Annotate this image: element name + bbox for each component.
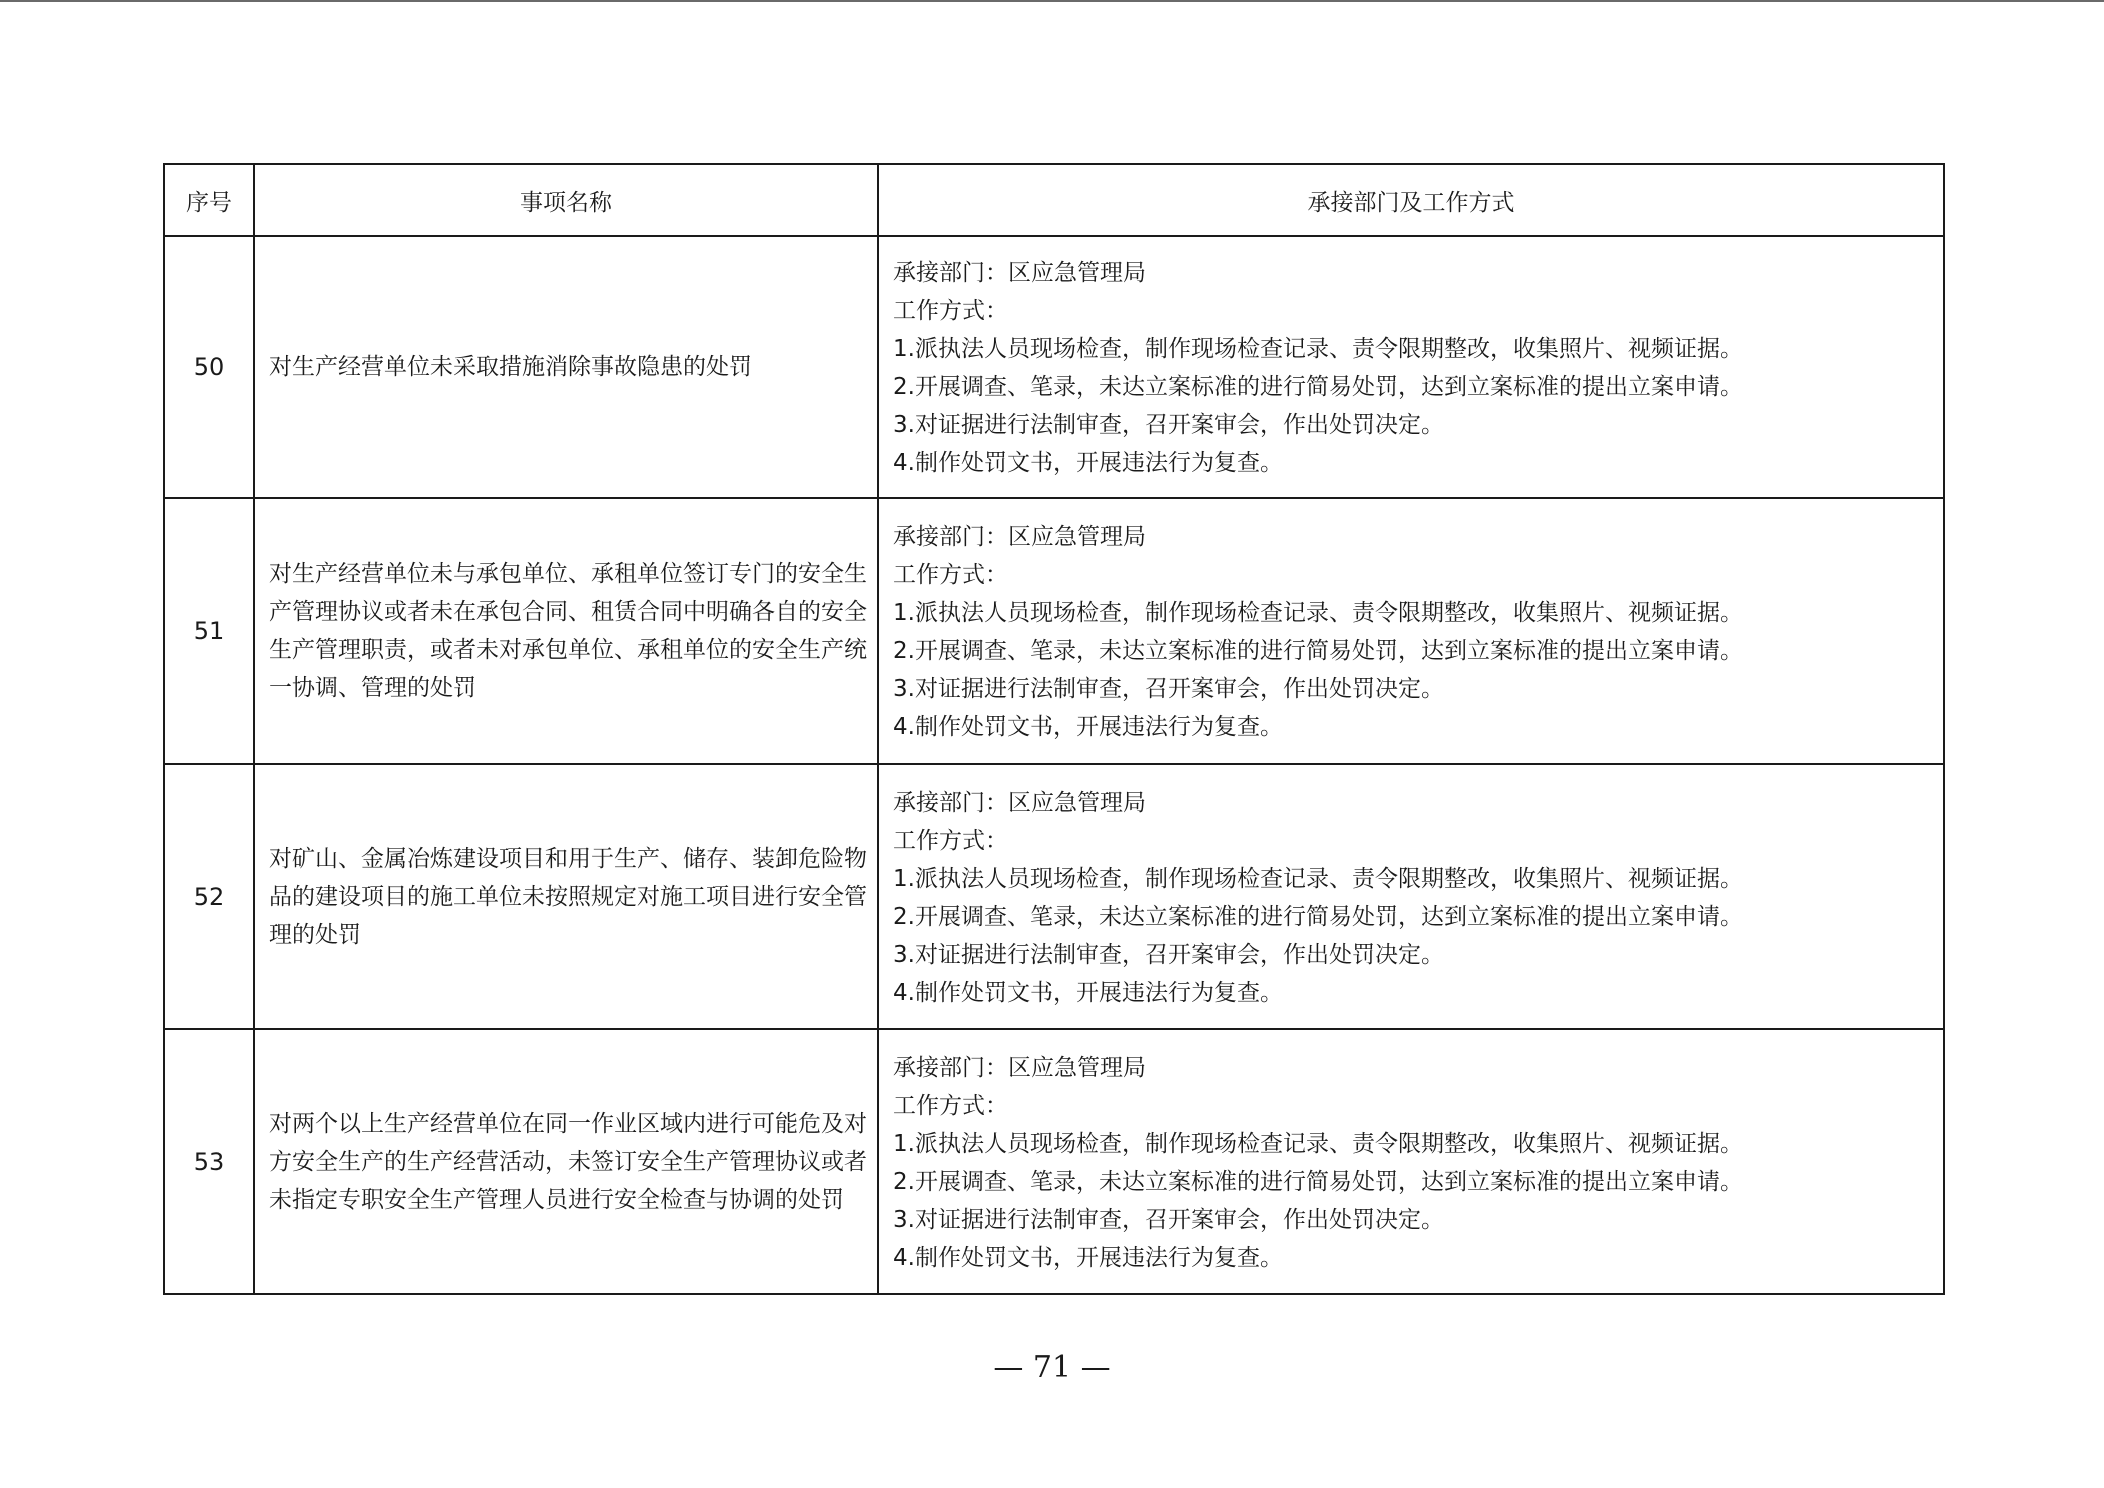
step-4: 4.制作处罚文书，开展违法行为复查。 <box>893 1244 1283 1271</box>
table-header-row <box>164 164 1944 236</box>
step-2: 2.开展调查、笔录，未达立案标准的进行简易处罚，达到立案标准的提出立案申请。 <box>893 1168 1743 1195</box>
row-work-cell <box>878 498 1944 764</box>
row-matter-name: 对生产经营单位未采取措施消除事故隐患的处罚 <box>254 236 878 498</box>
table-row <box>164 1029 1944 1294</box>
method-label: 工作方式： <box>893 298 1008 324</box>
matters-table <box>163 163 1945 1295</box>
department-line: 承接部门：区应急管理局 <box>893 789 1146 816</box>
step-4: 4.制作处罚文书，开展违法行为复查。 <box>893 979 1283 1006</box>
department-line: 承接部门：区应急管理局 <box>893 524 1146 550</box>
step-1: 1.派执法人员现场检查，制作现场检查记录、责令限期整改，收集照片、视频证据。 <box>893 865 1743 892</box>
page-number: — 71 — <box>993 1350 1111 1385</box>
step-1: 1.派执法人员现场检查，制作现场检查记录、责令限期整改，收集照片、视频证据。 <box>893 1130 1743 1157</box>
row-matter-name: 对生产经营单位未与承包单位、承租单位签订专门的安全生产管理协议或者未在承包合同、租赁合同中明确各自的安全生产管理职责，或者未对承包单位、承租单位的安全生产统一协调、管理的处罚 <box>254 498 878 764</box>
table-row <box>164 498 1944 764</box>
step-4: 4.制作处罚文书，开展违法行为复查。 <box>893 714 1283 740</box>
step-3: 3.对证据进行法制审查，召开案审会，作出处罚决定。 <box>893 676 1444 702</box>
header-name: 事项名称 <box>254 164 878 236</box>
step-3: 3.对证据进行法制审查，召开案审会，作出处罚决定。 <box>893 412 1444 438</box>
step-2: 2.开展调查、笔录，未达立案标准的进行简易处罚，达到立案标准的提出立案申请。 <box>893 903 1743 930</box>
row-matter-name: 对两个以上生产经营单位在同一作业区域内进行可能危及对方安全生产的生产经营活动，未签订安全生产管理协议或者未指定专职安全生产管理人员进行安全检查与协调的处罚 <box>254 1029 878 1294</box>
header-seq: 序号 <box>164 164 254 236</box>
row-matter-name: 对矿山、金属冶炼建设项目和用于生产、储存、装卸危险物品的建设项目的施工单位未按照规定对施工项目进行安全管理的处罚 <box>254 764 878 1029</box>
table-row <box>164 236 1944 498</box>
row-seq: 53 <box>164 1029 254 1294</box>
method-label: 工作方式： <box>893 562 1008 588</box>
step-1: 1.派执法人员现场检查，制作现场检查记录、责令限期整改，收集照片、视频证据。 <box>893 600 1743 626</box>
step-3: 3.对证据进行法制审查，召开案审会，作出处罚决定。 <box>893 1206 1444 1233</box>
step-1: 1.派执法人员现场检查，制作现场检查记录、责令限期整改，收集照片、视频证据。 <box>893 336 1743 362</box>
step-2: 2.开展调查、笔录，未达立案标准的进行简易处罚，达到立案标准的提出立案申请。 <box>893 374 1743 400</box>
row-work-cell <box>878 1029 1944 1294</box>
row-work-cell <box>878 236 1944 498</box>
row-seq: 50 <box>164 236 254 498</box>
department-line: 承接部门：区应急管理局 <box>893 1054 1146 1081</box>
row-seq: 52 <box>164 764 254 1029</box>
row-work-cell <box>878 764 1944 1029</box>
step-4: 4.制作处罚文书，开展违法行为复查。 <box>893 450 1283 476</box>
top-border-line <box>0 0 2104 2</box>
method-label: 工作方式： <box>893 827 1008 854</box>
header-work: 承接部门及工作方式 <box>878 164 1944 236</box>
row-seq: 51 <box>164 498 254 764</box>
table-row <box>164 764 1944 1029</box>
method-label: 工作方式： <box>893 1092 1008 1119</box>
department-line: 承接部门：区应急管理局 <box>893 260 1146 286</box>
step-3: 3.对证据进行法制审查，召开案审会，作出处罚决定。 <box>893 941 1444 968</box>
step-2: 2.开展调查、笔录，未达立案标准的进行简易处罚，达到立案标准的提出立案申请。 <box>893 638 1743 664</box>
